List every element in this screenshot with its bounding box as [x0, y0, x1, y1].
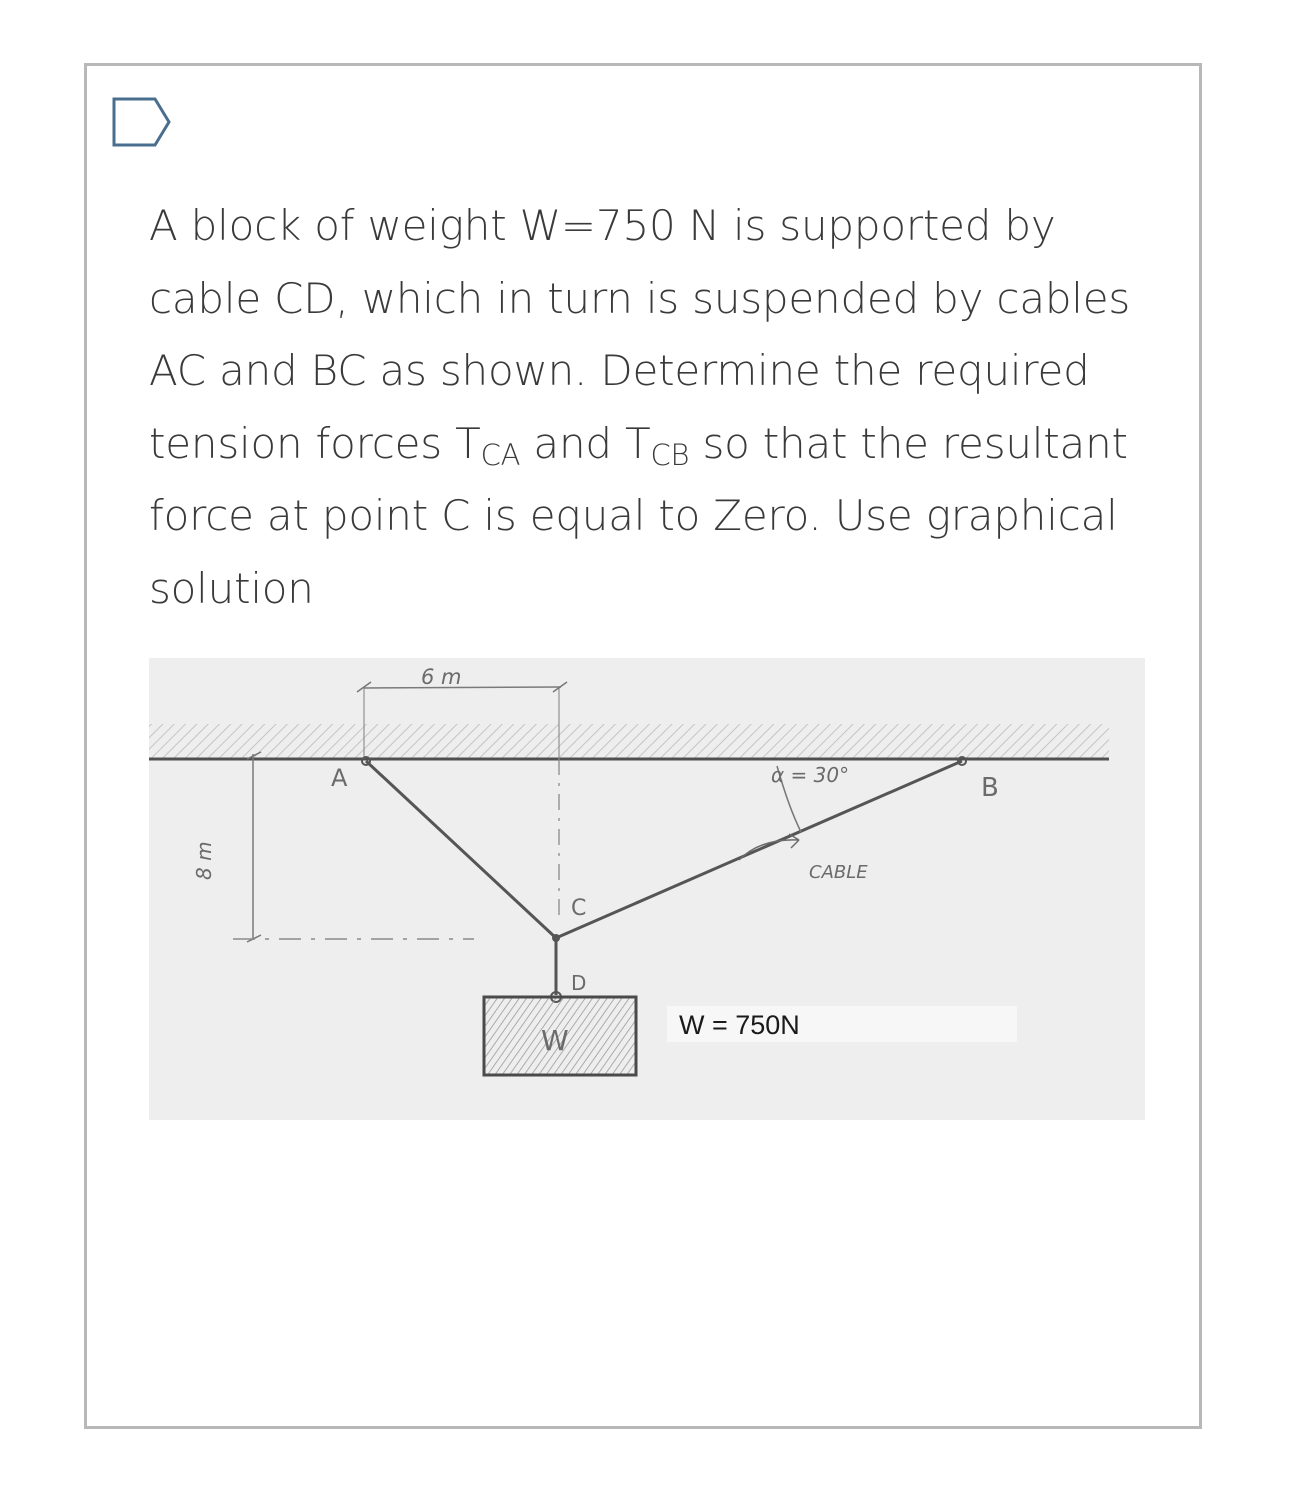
block-label: W [541, 1024, 569, 1057]
question-text-part: and T [520, 418, 651, 468]
label-a: A [331, 764, 348, 792]
subscript-ca: CA [480, 437, 521, 472]
point-c [552, 934, 560, 942]
question-line: solution [149, 563, 314, 613]
label-d: D [571, 971, 587, 995]
weight-label: W = 750N [679, 1010, 800, 1040]
angle-label: α = 30° [771, 763, 850, 787]
label-b: B [981, 773, 999, 803]
ceiling-hatch [149, 724, 1109, 758]
dimension-label-8m: 8 m [192, 841, 216, 880]
question-line: cable CD, which in turn is suspended by cables [149, 273, 1131, 323]
question-text-part: so that the resultant [689, 418, 1128, 468]
flag-icon[interactable] [111, 96, 173, 148]
question-line: AC and BC as shown. Determine the required [149, 346, 1090, 395]
subscript-cb: CB [650, 437, 690, 472]
cable-label: CABLE [809, 862, 868, 883]
question-card [84, 63, 1202, 1429]
question-line [149, 408, 1149, 481]
dimension-label-6m: 6 m [421, 665, 462, 689]
cable-bc [556, 761, 962, 938]
dimension-line-6m [364, 687, 561, 688]
cable-arrow [739, 834, 799, 860]
question-text [149, 190, 1149, 625]
cable-ac [366, 761, 556, 938]
question-text-part: tension forces T [149, 418, 481, 468]
question-line: force at point C is equal to Zero. Use graphical [149, 491, 1118, 540]
question-line: A block of weight W=750 N is supported by [149, 201, 1056, 250]
cable-diagram [149, 658, 1145, 1120]
problem-figure [149, 658, 1145, 1120]
label-c: C [571, 896, 587, 921]
